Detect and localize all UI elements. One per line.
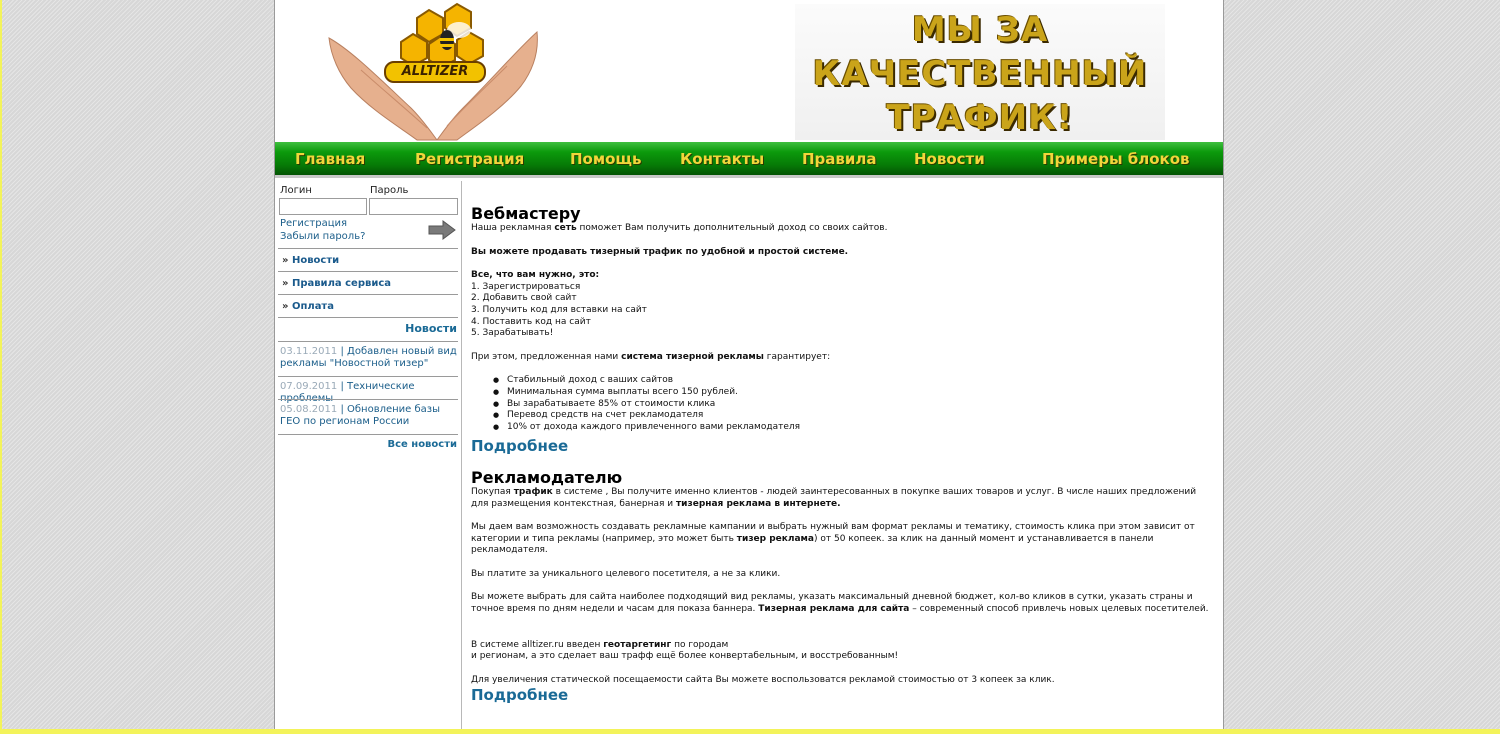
password-input[interactable] bbox=[369, 198, 458, 215]
step-item: 4. Поставить код на сайт bbox=[471, 316, 591, 327]
nav-block-examples[interactable]: Примеры блоков bbox=[1042, 150, 1190, 168]
slogan-line-1: МЫ ЗА bbox=[911, 10, 1049, 50]
advertiser-p4: Вы можете выбрать для сайта наиболее подходящий вид рекламы, указать максимальный дневной бюджет, кол-во кликов в сутки, указать страны и точное время по дням недели и часам для показа баннера. Тизерная реклама для сайта – современный способ привлечь новых целевых посетителей. bbox=[471, 592, 1209, 615]
bullet-icon: » bbox=[282, 301, 289, 312]
page-edge-bottom bbox=[0, 729, 1500, 734]
nav-help[interactable]: Помощь bbox=[570, 150, 642, 168]
sidebar-item-payment[interactable] bbox=[278, 294, 458, 316]
list-item: ● Перевод средств на счет рекламодателя bbox=[493, 410, 1216, 422]
register-link[interactable]: Регистрация bbox=[280, 218, 348, 229]
advertiser-p5: В системе alltizer.ru введен геотаргетинг по городам и регионам, а это сделает ваш трафф ещё более конвертабельным, и восстребованным! bbox=[471, 639, 899, 662]
password-label: Пароль bbox=[370, 185, 409, 196]
list-item: ● Вы зарабатываете 85% от стоимости клика bbox=[493, 399, 1216, 411]
slogan-banner bbox=[795, 4, 1165, 140]
sidebar-item-label: Правила сервиса bbox=[291, 278, 391, 289]
advertiser-p6: Для увеличения статической посещаемости сайта Вы можете воспользоватся рекламой стоимостью от 3 копеек за клик. bbox=[471, 674, 1055, 685]
news-item[interactable]: 05.08.2011 | Обновление базы ГЕО по регионам России bbox=[278, 399, 458, 434]
page-edge bbox=[0, 0, 2, 734]
guarantee-list bbox=[493, 375, 1216, 433]
login-label: Логин bbox=[280, 185, 312, 196]
webmaster-need-title: Все, что вам нужно, это: bbox=[471, 270, 600, 281]
list-item: ● 10% от дохода каждого привлеченного вами рекламодателя bbox=[493, 422, 1216, 434]
webmaster-intro: Наша рекламная сеть поможет Вам получить дополнительный доход со своих сайтов. bbox=[471, 223, 888, 233]
login-input[interactable] bbox=[279, 198, 367, 215]
forgot-password-link[interactable]: Забыли пароль? bbox=[280, 231, 366, 242]
logo[interactable] bbox=[321, 0, 551, 142]
nav-registration[interactable]: Регистрация bbox=[415, 150, 525, 168]
bullet-icon: » bbox=[282, 278, 289, 289]
advertiser-p1: Покупая трафик в системе , Вы получите именно клиентов - людей заинтересованных в покупке ваших товаров и услуг. В числе наших предложений для размещения контекстная, банерная и тизерная реклама в интернете. bbox=[471, 486, 1197, 509]
divider bbox=[278, 434, 458, 435]
list-item: ● Минимальная сумма выплаты всего 150 рублей. bbox=[493, 387, 1216, 399]
slogan-line-2: КАЧЕСТВЕННЫЙ bbox=[812, 54, 1148, 94]
list-item: ● Стабильный доход с ваших сайтов bbox=[493, 375, 1216, 387]
divider bbox=[278, 317, 458, 318]
step-item: 5. Зарабатывать! bbox=[471, 328, 554, 339]
news-item[interactable]: 07.09.2011 | Технические проблемы bbox=[278, 376, 458, 398]
news-date: 05.08.2011 bbox=[280, 404, 338, 415]
advertiser-p2: Мы даем вам возможность создавать рекламные кампании и выбрать нужный вам формат рекламы и тематику, стоимость клика при этом зависит от категории и типа рекламы (например, это может быть тизер реклама) от 50 копеек. за клик на данный момент и устанавливается в панели рекламодателя. bbox=[471, 522, 1195, 556]
header bbox=[275, 0, 1223, 142]
advertiser-heading: Рекламодателю bbox=[471, 467, 623, 487]
main-content bbox=[471, 181, 1216, 729]
webmaster-heading: Вебмастеру bbox=[471, 204, 581, 223]
arrow-right-icon bbox=[428, 220, 456, 240]
bullet-icon: » bbox=[282, 255, 289, 266]
news-date: 03.11.2011 bbox=[280, 346, 338, 357]
main-nav bbox=[275, 142, 1223, 178]
nav-contacts[interactable]: Контакты bbox=[680, 150, 765, 168]
login-submit-button[interactable] bbox=[428, 220, 456, 240]
news-text[interactable]: Обновление базы ГЕО по регионам России bbox=[280, 404, 441, 427]
sidebar-item-label: Оплата bbox=[291, 301, 334, 312]
news-widget-title[interactable]: Новости bbox=[405, 322, 457, 335]
news-item[interactable]: 03.11.2011 | Добавлен новый вид рекламы "Новостной тизер" bbox=[278, 341, 458, 376]
nav-home[interactable]: Главная bbox=[295, 150, 366, 168]
webmaster-more-link[interactable]: Подробнее bbox=[471, 437, 569, 456]
webmaster-guarantee: При этом, предложенная нами система тизерной рекламы гарантирует: bbox=[471, 351, 831, 362]
sidebar-item-news[interactable] bbox=[278, 248, 458, 270]
step-item: 1. Зарегистрироваться bbox=[471, 281, 581, 292]
webmaster-sell-line: Вы можете продавать тизерный трафик по удобной и простой системе. bbox=[471, 246, 849, 257]
page-container bbox=[274, 0, 1224, 729]
slogan-line-3: ТРАФИК! bbox=[886, 98, 1074, 138]
sidebar-item-label: Новости bbox=[291, 255, 340, 266]
logo-text: ALLTIZER bbox=[401, 64, 469, 79]
sidebar bbox=[276, 181, 462, 729]
news-text[interactable]: Технические проблемы bbox=[280, 381, 415, 404]
news-text[interactable]: Добавлен новый вид рекламы "Новостной тизер" bbox=[280, 346, 457, 369]
news-date: 07.09.2011 bbox=[280, 381, 338, 392]
step-item: 2. Добавить свой сайт bbox=[471, 293, 577, 304]
nav-news[interactable]: Новости bbox=[914, 150, 985, 168]
step-item: 3. Получить код для вставки на сайт bbox=[471, 304, 647, 315]
nav-rules[interactable]: Правила bbox=[802, 150, 877, 168]
advertiser-more-link[interactable]: Подробнее bbox=[471, 686, 569, 705]
sidebar-item-service-rules[interactable] bbox=[278, 271, 458, 293]
all-news-link[interactable]: Все новости bbox=[387, 439, 457, 450]
advertiser-p3: Вы платите за уникального целевого посетителя, а не за клики. bbox=[471, 568, 781, 579]
